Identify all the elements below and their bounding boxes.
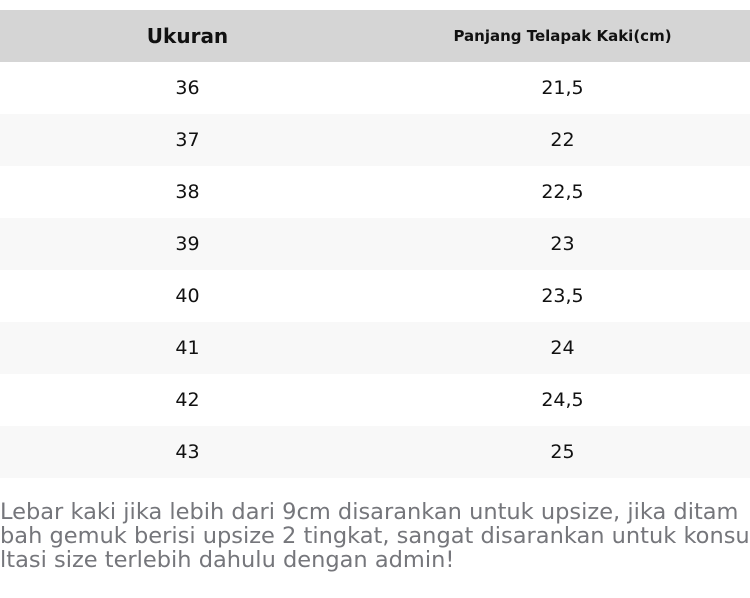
header-foot-length: Panjang Telapak Kaki(cm) [453,27,672,45]
table-row [0,270,750,322]
table-row [0,114,750,166]
header-size: Ukuran [146,24,229,48]
cell-foot-length: 23 [550,233,575,255]
cell-size: 41 [175,337,200,359]
cell-size: 43 [175,441,200,463]
table-row [0,166,750,218]
cell-foot-length: 22,5 [541,181,584,203]
cell-size: 40 [175,285,200,307]
cell-foot-length: 22 [550,129,575,151]
cell-foot-length: 23,5 [541,285,584,307]
size-chart-table [0,10,750,478]
cell-foot-length: 24 [550,337,575,359]
cell-size: 37 [175,129,200,151]
table-header-row [0,10,750,62]
cell-foot-length: 25 [550,441,575,463]
cell-foot-length: 24,5 [541,389,584,411]
cell-size: 42 [175,389,200,411]
table-row [0,374,750,426]
table-row [0,62,750,114]
table-body [0,62,750,478]
table-row [0,426,750,478]
cell-foot-length: 21,5 [541,77,584,99]
cell-size: 36 [175,77,200,99]
table-row [0,218,750,270]
table-row [0,322,750,374]
cell-size: 38 [175,181,200,203]
cell-size: 39 [175,233,200,255]
table-header [0,10,750,62]
sizing-advice-note: Lebar kaki jika lebih dari 9cm disarankan untuk upsize, jika ditambah gemuk berisi upsize 2 tingkat, sangat disarankan untuk konsultasi size terlebih dahulu dengan admin! [0,499,750,573]
